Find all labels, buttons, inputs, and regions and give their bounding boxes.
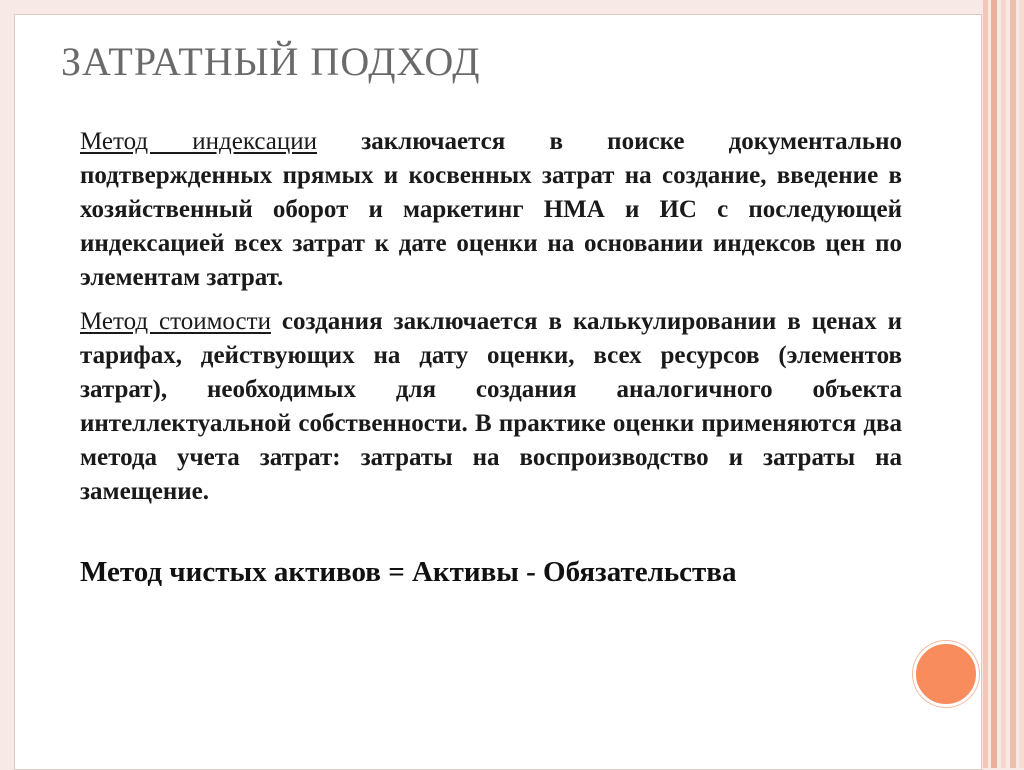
- term-cost-method: Метод стоимости: [80, 308, 271, 335]
- term-indexation-method: Метод индексации: [80, 128, 318, 155]
- paragraph-cost-method: [80, 305, 902, 509]
- paragraph-text: создания заключается в калькулировании в ценах и тарифах, действующих на дату оценки, всех ресурсов (элементов затрат), необходимых для создания аналогичного объекта интеллектуальной собственности. В практике оценки применяются два метода учета затрат: затраты на воспроизводство и затраты на замещение.: [80, 308, 902, 505]
- decorative-stripe: [1019, 0, 1024, 768]
- slide-body: [80, 125, 902, 589]
- paragraph-indexation-method: [80, 125, 902, 295]
- decorative-stripe: [991, 0, 997, 768]
- paragraph-text: заключается в поиске документально подтвержденных прямых и косвенных затрат на создание, введение в хозяйственный оборот и маркетинг НМА и ИС с последующей индексацией всех затрат к дате оценки на основании индексов цен по элементам затрат.: [80, 128, 902, 291]
- decorative-stripe: [1001, 0, 1006, 768]
- decorative-stripe: [1010, 0, 1016, 768]
- decorative-stripe: [983, 0, 988, 768]
- slide-title: ЗАТРАТНЫЙ ПОДХОД: [61, 39, 481, 84]
- net-assets-formula: Метод чистых активов = Активы - Обязательства: [80, 556, 737, 588]
- decorative-circle: [913, 641, 979, 707]
